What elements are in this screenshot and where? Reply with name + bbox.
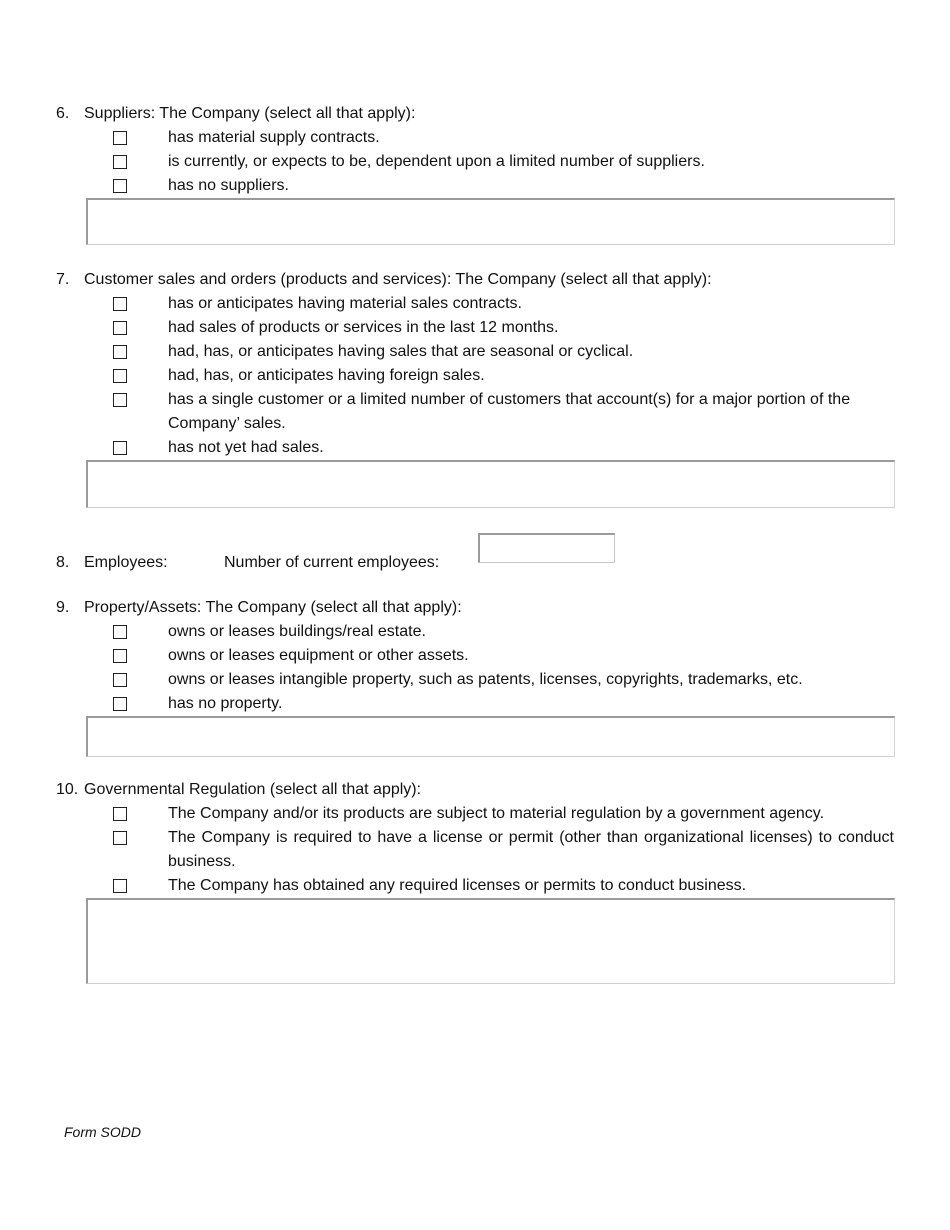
question-8-heading [0, 551, 950, 575]
checkbox-no-suppliers[interactable] [113, 179, 127, 193]
option-row [0, 668, 950, 692]
question-10 [0, 778, 950, 984]
option-row [0, 292, 950, 316]
checkbox-no-property[interactable] [113, 697, 127, 711]
suppliers-comment-box[interactable] [86, 198, 895, 245]
question-number: 10. [56, 781, 79, 798]
option-row [0, 802, 950, 826]
question-text: Customer sales and orders (products and services): The Company (select all that apply): [84, 271, 712, 288]
option-row [0, 126, 950, 150]
question-8 [0, 551, 950, 575]
option-row [0, 388, 950, 436]
option-label: has or anticipates having material sales contracts. [168, 295, 522, 312]
option-row [0, 826, 950, 874]
option-label: has no suppliers. [168, 177, 289, 194]
regulation-comment-box[interactable] [86, 898, 895, 984]
option-row [0, 316, 950, 340]
option-label: had, has, or anticipates having foreign sales. [168, 367, 485, 384]
checkbox-material-supply-contracts[interactable] [113, 131, 127, 145]
checkbox-seasonal-sales[interactable] [113, 345, 127, 359]
question-text: Suppliers: The Company (select all that apply): [84, 105, 416, 122]
option-label: has material supply contracts. [168, 129, 380, 146]
checkbox-foreign-sales[interactable] [113, 369, 127, 383]
option-label: had, has, or anticipates having sales that are seasonal or cyclical. [168, 343, 634, 360]
question-text: Governmental Regulation (select all that apply): [84, 781, 422, 798]
option-row [0, 174, 950, 198]
checkbox-intangible-property[interactable] [113, 673, 127, 687]
checkbox-limited-customers[interactable] [113, 393, 127, 407]
question-number: 6. [56, 105, 70, 122]
checkbox-material-sales-contracts[interactable] [113, 297, 127, 311]
question-number: 9. [56, 599, 70, 616]
option-row [0, 692, 950, 716]
option-row [0, 340, 950, 364]
option-label: The Company and/or its products are subject to material regulation by a government agency. [168, 805, 825, 822]
checkbox-dependent-limited-suppliers[interactable] [113, 155, 127, 169]
option-row [0, 644, 950, 668]
checkbox-equipment-assets[interactable] [113, 649, 127, 663]
option-label: owns or leases equipment or other assets. [168, 647, 469, 664]
question-number: 8. [56, 554, 70, 571]
employees-count-input[interactable] [478, 533, 615, 563]
question-9-heading [0, 596, 950, 620]
option-row [0, 620, 950, 644]
question-6 [0, 102, 950, 245]
property-comment-box[interactable] [86, 716, 895, 757]
question-text: Employees: [84, 554, 168, 571]
option-label: had sales of products or services in the last 12 months. [168, 319, 559, 336]
employees-field-label: Number of current employees: [224, 554, 440, 571]
checkbox-sales-last-12-months[interactable] [113, 321, 127, 335]
form-name: Form SODD [64, 1124, 141, 1140]
option-label: has not yet had sales. [168, 439, 324, 456]
checkbox-no-sales-yet[interactable] [113, 441, 127, 455]
question-10-heading [0, 778, 950, 802]
option-label: is currently, or expects to be, dependent upon a limited number of suppliers. [168, 153, 705, 170]
option-row [0, 364, 950, 388]
option-row [0, 436, 950, 460]
option-row [0, 874, 950, 898]
question-text: Property/Assets: The Company (select all that apply): [84, 599, 462, 616]
option-label: has a single customer or a limited number of customers that account(s) for a major portion of the Company’ sales. [168, 391, 851, 432]
option-label: owns or leases intangible property, such as patents, licenses, copyrights, trademarks, etc. [168, 671, 803, 688]
checkbox-license-required[interactable] [113, 831, 127, 845]
question-7 [0, 268, 950, 508]
checkbox-licenses-obtained[interactable] [113, 879, 127, 893]
sales-comment-box[interactable] [86, 460, 895, 508]
question-7-heading [0, 268, 950, 292]
question-9 [0, 596, 950, 757]
question-number: 7. [56, 271, 70, 288]
checkbox-buildings-real-estate[interactable] [113, 625, 127, 639]
question-6-heading [0, 102, 950, 126]
checkbox-government-regulation[interactable] [113, 807, 127, 821]
option-label: owns or leases buildings/real estate. [168, 623, 426, 640]
option-label: The Company has obtained any required licenses or permits to conduct business. [168, 877, 747, 894]
option-label: has no property. [168, 695, 283, 712]
option-label: The Company is required to have a license or permit (other than organizational licenses) to conduct business. [168, 829, 894, 870]
option-row [0, 150, 950, 174]
